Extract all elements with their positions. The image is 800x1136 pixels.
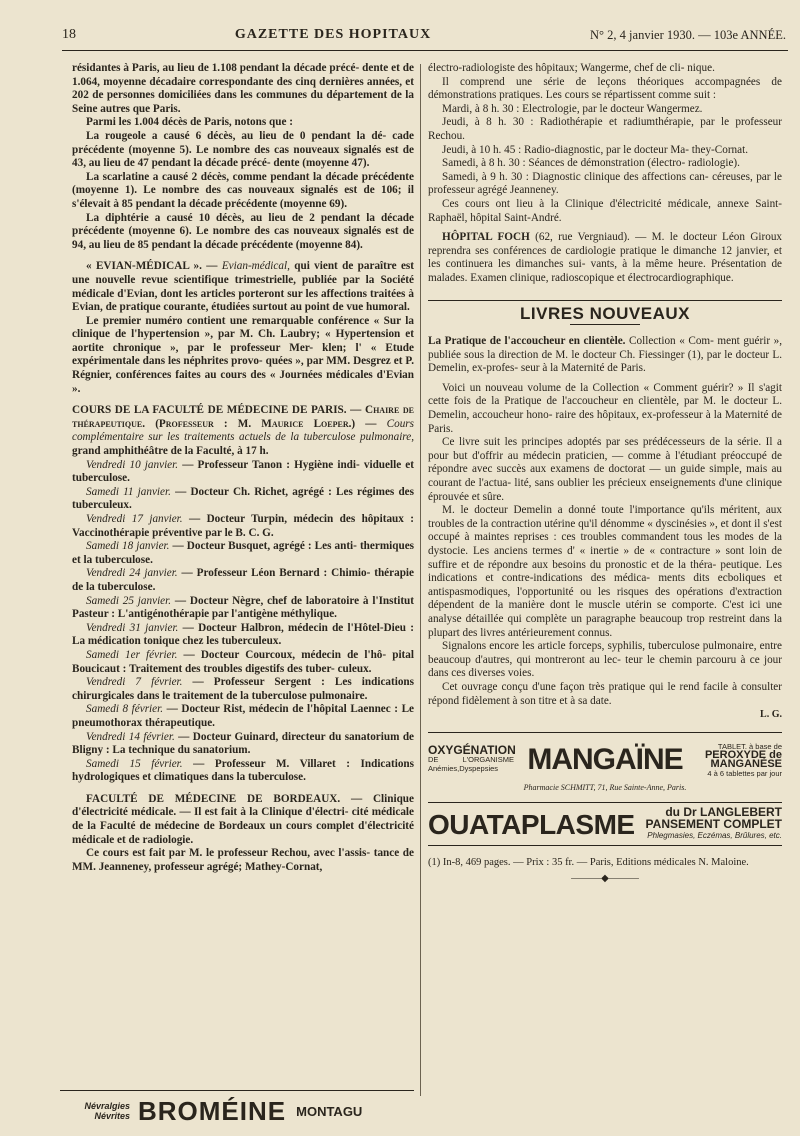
- bordeaux-paragraph: [72, 793, 414, 847]
- ad-left-text: DE L'ORGANISME Anémies,Dyspepsies: [428, 755, 514, 774]
- ad-right-text: TABLET. à base de: [717, 741, 782, 751]
- ad-left: Névralgies Névrites: [84, 1101, 130, 1121]
- chaire-text: grand amphithéâtre de la Faculté, à 17 h.: [72, 445, 269, 458]
- bordeaux-text: Clinique d'électricité médicale. — Il est fait à la Clinique d'électri- cité médicale de la Faculté de médecine de Bordeaux un cours complet d'électricité médicale et de radiologie.: [72, 792, 414, 846]
- session-date: Samedi 25 janvier.: [86, 594, 172, 607]
- right-column: [428, 62, 782, 1076]
- paragraph: Voici un nouveau volume de la Collection « Comment guérir? » Il s'agit cette fois de la Pratique de l'accoucheur en clientèle, par M. le docteur L. Demelin, accoucheur hono- raire des hôpitaux, ex-professeur à la Maternité de Paris.: [428, 381, 782, 435]
- paragraph: Cet ouvrage conçu d'une façon très pratique qui le rend facile à consulter répond fidèlement à son titre et à sa date.: [428, 680, 782, 707]
- session-text: — Professeur Tanon : Hygiène indi- viduelle et tuberculose.: [72, 458, 414, 485]
- session-text: — Docteur Ch. Richet, agrégé : Les régimes des tuberculeux.: [72, 485, 414, 512]
- paragraph: Samedi, à 8 h. 30 : Séances de démonstration (électro- radiologie).: [442, 157, 740, 170]
- foch-text: (62, rue Vergniaud). — M. le docteur Léon Giroux reprendra ses conférences de cardiologie pratique le dimanche 12 janvier, et les continuera les dimanches sui- vants, à la même heure. Présentation de malades. Examen clinique, radioscopique et électrocardiographique.: [428, 231, 782, 284]
- ad-right-text: 4 à 6 tablettes par jour: [707, 768, 782, 778]
- page-number: 18: [62, 27, 76, 42]
- ad-brand: BROMÉINE: [138, 1095, 287, 1126]
- session-item: [72, 622, 414, 649]
- paragraph: Le premier numéro contient une remarquable conférence « Sur la clinique de l'hypertension », par M. Ch. Laubry; « Hypertension et aortite chronique », par le professeur Mer- klen; l' « Etude expérimentale dans les néphrites provo- quées », par MM. Desgrez et P. Régnier, conférences faites au cours des « Journées médicales d'Evian ».: [72, 314, 414, 395]
- foch-paragraph: [428, 231, 782, 285]
- paragraph: La scarlatine a causé 2 décès, comme pendant la décade précédente (moyenne 1). Le nombre des cas nouveaux signalés est de 106; il s'élevait à 85 pendant la décade précédente (moyenne 69).: [72, 170, 414, 210]
- session-text: — Docteur Halbron, médecin de l'Hôtel-Dieu : La médication tonique chez les tuberculeux.: [72, 621, 414, 648]
- cours-paragraph: [72, 404, 414, 458]
- paragraph: Parmi les 1.004 décès de Paris, notons que :: [86, 116, 293, 129]
- section-heading: LIVRES NOUVEAUX: [428, 300, 782, 326]
- ad-brand: MANGAÏNE: [527, 742, 683, 776]
- header-rule: [62, 50, 788, 51]
- paragraph: M. le docteur Demelin a donné toute l'importance qu'ils méritent, aux troubles de la contraction utérine qu'il dénomme « dyscinésies », et dont il s'est occupé à maintes reprises : ces troubles commandent tous les modes de la dystocie. Les anciens termes d' « inertie » de « contracture » sont loin de suffire et de répondre aux besoins du pronostic et de la théra- peutique. Les indications et contre-indications des médica- ments dits ecboliques et antispasmodiques, l'opportunité ou les risques des opérations d'extraction dépendent de la manière dont le muscle utérin se comporte. C'est ici une analyse détaillée qui complète un paragraphe beaucoup trop restreint dans la plupart des livres antérieurement connus.: [428, 504, 782, 639]
- session-item: [72, 649, 414, 676]
- session-item: [72, 513, 414, 540]
- session-date: Samedi 8 février.: [86, 703, 164, 716]
- ad-right: [635, 806, 782, 842]
- session-item: [72, 758, 414, 785]
- bordeaux-heading: FACULTÉ DE MÉDECINE DE BORDEAUX. —: [86, 792, 363, 805]
- ad-right-title: PEROXYDE de MANGANÈSE: [704, 748, 782, 770]
- book-entry: [428, 335, 782, 376]
- evian-title: Evian-médical,: [221, 260, 290, 273]
- paragraph: La diphtérie a causé 10 décès, au lieu de 2 pendant la décade précédente (moyenne 6). Le nombre des cas nouveaux signalés est de 94, au lieu de 85 pendant la décade précédente (moyenne 84).: [72, 211, 414, 251]
- session-date: Samedi 18 janvier.: [86, 540, 170, 553]
- session-date: Samedi 15 février.: [86, 757, 183, 770]
- paragraph: Ce cours est fait par M. le professeur Rechou, avec l'assis- tance de MM. Jeanneney, professeur agrégé; Mathey-Cornat,: [72, 847, 414, 873]
- session-item: [72, 676, 414, 703]
- ad-brand: OUATAPLASME: [428, 808, 635, 840]
- manganese-ad: [428, 732, 782, 783]
- paragraph: électro-radiologiste des hôpitaux; Wangerme, chef de cli- nique.: [428, 62, 715, 74]
- ouataplasme-ad: [428, 802, 782, 846]
- ad-left: [428, 743, 516, 774]
- paragraph: Jeudi, à 10 h. 45 : Radio-diagnostic, par le docteur Ma- they-Cornat.: [442, 143, 749, 156]
- session-text: — Docteur Nègre, chef de laboratoire à l'Institut Pasteur : L'antigénothérapie par l'antigène méthylique.: [72, 594, 414, 621]
- session-text: — Docteur Rist, médecin de l'hôpital Laennec : Le pneumothorax thérapeutique.: [72, 703, 414, 729]
- session-text: — Professeur M. Villaret : Indications hydrologiques et climatiques dans la tuberculose.: [72, 757, 414, 784]
- session-date: Vendredi 10 janvier.: [86, 458, 179, 471]
- paragraph: Jeudi, à 8 h. 30 : Radiothérapie et radiumthérapie, par le professeur Rechou.: [428, 116, 782, 142]
- page-header: [62, 22, 786, 48]
- session-date: Vendredi 14 février.: [86, 730, 175, 743]
- ad-right: MONTAGU: [296, 1103, 363, 1119]
- session-item: [72, 567, 414, 594]
- paragraph: résidantes à Paris, au lieu de 1.108 pendant la décade précé- dente et de 1.064, moyenne décadaire correspondante des cinq dernières années, et 202 de personnes domiciliées dans les communes du département de la Seine autres que Paris.: [72, 62, 414, 115]
- chaire-title: Cours complémentaire sur les traitements actuels de la tuberculose pulmonaire,: [72, 417, 414, 444]
- session-text: — Docteur Guinard, directeur du sanatorium de Bligny : La technique du sanatorium.: [72, 730, 414, 757]
- ad-pharmacy: Pharmacie SCHMITT, 71, Rue Sainte-Anne, Paris.: [523, 782, 687, 792]
- session-item: [72, 459, 414, 486]
- paragraph: Signalons encore les article forceps, syphilis, tuberculose pulmonaire, entre beaucoup d'autres, qui montreront au lec- teur le chemin parcouru à ce jour dans ces diverses voies.: [428, 640, 782, 680]
- session-text: — Professeur Léon Bernard : Chimio- thérapie de la tuberculose.: [72, 567, 414, 593]
- session-date: Samedi 11 janvier.: [86, 485, 171, 498]
- left-column: [72, 62, 414, 1108]
- paragraph: Samedi, à 9 h. 30 : Diagnostic clinique des affections can- céreuses, par le professeur agrégé Jeanneney.: [428, 170, 782, 197]
- session-item: [72, 703, 414, 730]
- session-text: — Professeur Sergent : Les indications chirurgicales dans le traitement de la tuberculose pulmonaire.: [72, 676, 414, 702]
- ad-right-title: du Dr LANGLEBERT PANSEMENT COMPLET: [645, 805, 782, 832]
- footnote: (1) In-8, 469 pages. — Prix : 35 fr. — Paris, Editions médicales N. Maloine.: [428, 857, 749, 869]
- book-text: Collection « Com- ment guérir », publiée sous la direction de M. le docteur Ch. Fiessinger (1), par le docteur L. Demelin, ex-profes- seur à la Maternité de Paris.: [428, 335, 782, 375]
- paragraph: Il comprend une série de leçons théoriques accompagnées de démonstrations pratiques. Les cours se répartissent comme suit :: [428, 75, 782, 102]
- column-separator: [420, 64, 421, 1096]
- paragraph: Ce livre suit les principes adoptés par ses prédécesseurs de la série. Il a pour but d'offrir au médecin praticien, — comme à l'étudiant préoccupé de répondre avec succès aux examens de doctorat — un guide simple, mais au courant de l'actua- lité, sans oublier les précieux enseignements d'une clinique éprouvée et sûre.: [428, 436, 782, 503]
- session-date: Samedi 1er février.: [86, 648, 178, 661]
- ad-right: [696, 742, 782, 778]
- session-item: [72, 540, 414, 567]
- session-text: — Docteur Turpin, médecin des hôpitaux : Vaccinothérapie préventive par le B. C. G.: [72, 513, 414, 539]
- session-date: Vendredi 17 janvier.: [86, 513, 183, 525]
- session-date: Vendredi 7 février.: [86, 676, 183, 689]
- cours-heading: COURS DE LA FACULTÉ DE MÉDECINE DE PARIS. —: [72, 404, 362, 417]
- paragraph: Ces cours ont lieu à la Clinique d'électricité médicale, annexe Saint-Raphaël, hôpital Saint-André.: [428, 197, 782, 224]
- signature: L. G.: [760, 709, 782, 721]
- ad-left-title: OXYGÉNATION: [428, 743, 516, 758]
- session-text: — Docteur Busquet, agrégé : Les anti- thermiques et la tuberculose.: [72, 540, 414, 566]
- book-title: La Pratique de l'accoucheur en clientèle.: [428, 335, 626, 348]
- session-date: Vendredi 24 janvier.: [86, 567, 178, 580]
- session-item: [72, 731, 414, 758]
- evian-text: qui vient de paraître est une nouvelle revue scientifique trimestrielle, publiée par la Société médicale d'Evian, dont les articles porteront sur les affections traitées à Evian, de pratique courante, étudiées surtout au point de vue humoral.: [72, 260, 414, 314]
- session-date: Vendredi 31 janvier.: [86, 621, 179, 634]
- evian-paragraph: [72, 260, 414, 314]
- end-ornament: ———◆———: [571, 872, 639, 884]
- session-text: — Docteur Courcoux, médecin de l'hô- pital Boucicaut : Traitement des troubles digestifs des tuber- culeux.: [72, 648, 414, 675]
- journal-title: GAZETTE DES HOPITAUX: [234, 27, 432, 42]
- ad-right-text: Phlegmasies, Eczémas, Brûlures, etc.: [647, 831, 782, 841]
- issue-info: N° 2, 4 janvier 1930. — 103e ANNÉE.: [590, 27, 786, 42]
- session-item: [72, 486, 414, 513]
- session-item: [72, 595, 414, 622]
- paragraph: Mardi, à 8 h. 30 : Electrologie, par le docteur Wangermez.: [442, 102, 703, 115]
- paragraph: La rougeole a causé 6 décès, au lieu de 0 pendant la dé- cade précédente (moyenne 5). Le nombre des cas nouveaux signalés est de 43, au lieu de 47 pendant la décade précé- dente (moyenne 47).: [72, 129, 414, 170]
- evian-heading: « EVIAN-MÉDICAL ». —: [86, 260, 218, 273]
- foch-heading: HÔPITAL FOCH: [442, 231, 530, 244]
- bromeine-ad: [60, 1090, 414, 1131]
- chaire-heading: Chaire de thérapeutique. (Professeur : M. Maurice Loeper.) —: [72, 404, 414, 430]
